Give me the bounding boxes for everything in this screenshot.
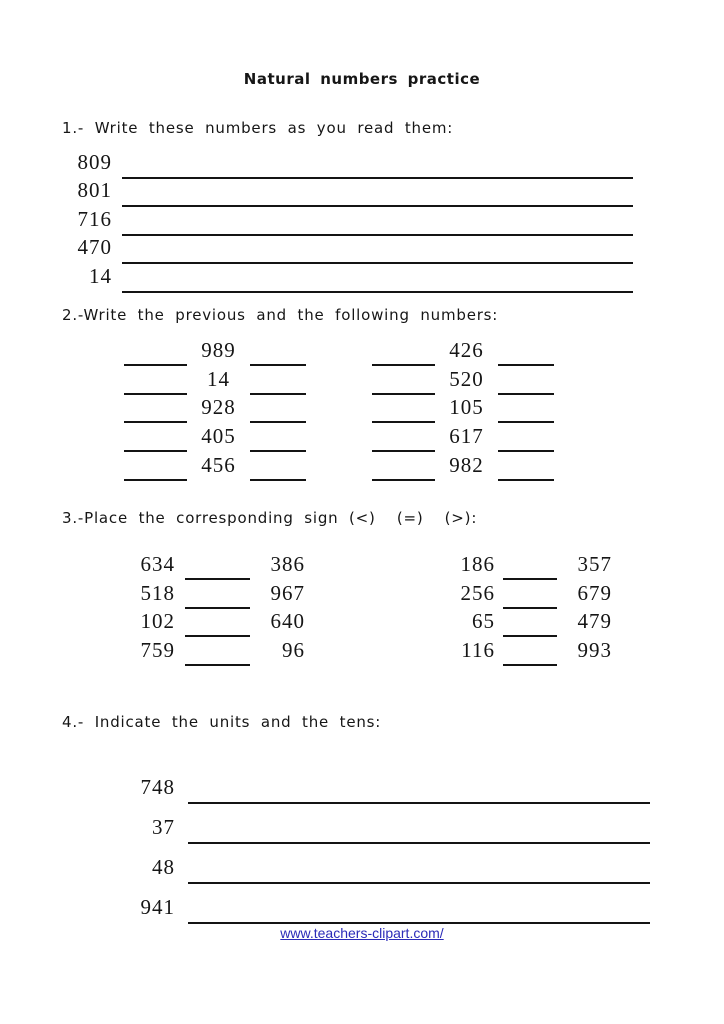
given-number: 37 <box>152 815 175 839</box>
section-4 <box>62 712 650 918</box>
following-answer-line <box>250 450 306 452</box>
given-number: 801 <box>77 178 112 202</box>
section-2 <box>62 305 554 476</box>
previous-answer-line <box>372 393 435 395</box>
number-row <box>100 758 650 798</box>
given-number: 426 <box>449 337 484 362</box>
right-number: 967 <box>270 580 305 605</box>
answer-line <box>122 291 633 293</box>
section-2-left-column <box>124 332 306 476</box>
following-answer-line <box>250 421 306 423</box>
given-number: 617 <box>449 424 484 449</box>
compare-row <box>62 632 305 661</box>
section-3-heading: 3.-Place the corresponding sign (<) (=) (>): <box>62 509 478 527</box>
following-answer-line <box>498 450 554 452</box>
right-number: 96 <box>282 638 305 663</box>
answer-line <box>188 882 650 884</box>
left-number: 186 <box>460 551 495 576</box>
given-number: 809 <box>77 149 112 174</box>
left-number: 518 <box>140 580 175 605</box>
sign-answer-line <box>185 578 250 580</box>
previous-answer-line <box>372 450 435 452</box>
prev-next-row <box>372 332 554 361</box>
number-row <box>62 144 633 173</box>
previous-answer-line <box>124 393 187 395</box>
section-4-rows <box>100 758 650 918</box>
column-gap <box>306 332 372 476</box>
sign-answer-line <box>185 635 250 637</box>
given-number: 716 <box>77 206 112 231</box>
section-4-heading: 4.- Indicate the units and the tens: <box>62 713 382 731</box>
left-number: 256 <box>460 580 495 605</box>
left-number: 634 <box>140 551 175 576</box>
previous-answer-line <box>124 364 187 366</box>
previous-answer-line <box>124 450 187 452</box>
page-footer <box>0 925 724 941</box>
following-answer-line <box>498 393 554 395</box>
section-1-heading: 1.- Write these numbers as you read them: <box>62 119 454 137</box>
section-2-heading: 2.-Write the previous and the following numbers: <box>62 306 499 324</box>
section-3 <box>62 508 612 661</box>
number-row <box>100 838 650 878</box>
column-gap <box>305 546 445 661</box>
previous-answer-line <box>124 421 187 423</box>
given-number: 748 <box>140 775 175 799</box>
following-answer-line <box>498 479 554 481</box>
prev-next-row <box>124 332 306 361</box>
sign-answer-line <box>503 607 557 609</box>
sign-answer-line <box>185 664 250 666</box>
right-number: 479 <box>577 609 612 634</box>
section-1 <box>62 118 633 287</box>
section-3-rows <box>62 546 612 661</box>
left-number: 116 <box>461 638 495 663</box>
section-3-left-column <box>62 546 305 661</box>
section-2-rows <box>124 332 554 476</box>
given-number: 989 <box>201 337 236 362</box>
sign-answer-line <box>503 664 557 666</box>
right-number: 357 <box>577 551 612 576</box>
given-number: 456 <box>201 452 236 477</box>
number-row <box>100 878 650 918</box>
page-title: Natural numbers practice <box>243 70 481 88</box>
left-number: 102 <box>140 609 175 634</box>
given-number: 520 <box>449 366 484 391</box>
section-2-right-column <box>372 332 554 476</box>
following-answer-line <box>498 364 554 366</box>
right-number: 679 <box>577 580 612 605</box>
right-number: 640 <box>270 609 305 634</box>
compare-row <box>62 575 305 604</box>
previous-answer-line <box>372 421 435 423</box>
footer-link[interactable]: www.teachers-clipart.com/ <box>280 925 444 941</box>
number-row <box>100 798 650 838</box>
right-number: 993 <box>577 638 612 663</box>
answer-line <box>122 234 633 236</box>
compare-row <box>62 604 305 633</box>
answer-line <box>188 802 650 804</box>
following-answer-line <box>498 421 554 423</box>
previous-answer-line <box>124 479 187 481</box>
given-number: 14 <box>89 263 112 288</box>
given-number: 405 <box>201 424 236 449</box>
sign-answer-line <box>503 635 557 637</box>
previous-answer-line <box>372 364 435 366</box>
left-number: 65 <box>472 609 495 634</box>
given-number: 928 <box>201 395 236 420</box>
right-number: 386 <box>270 551 305 576</box>
given-number: 941 <box>140 895 175 919</box>
given-number: 982 <box>449 452 484 477</box>
answer-line <box>188 842 650 844</box>
compare-row <box>445 546 612 575</box>
compare-row <box>62 546 305 575</box>
answer-line <box>122 205 633 207</box>
given-number: 470 <box>77 235 112 259</box>
sign-answer-line <box>503 578 557 580</box>
following-answer-line <box>250 479 306 481</box>
given-number: 48 <box>152 855 175 879</box>
answer-line <box>122 262 633 264</box>
sign-answer-line <box>185 607 250 609</box>
section-3-right-column <box>445 546 612 661</box>
following-answer-line <box>250 364 306 366</box>
given-number: 105 <box>449 395 484 420</box>
section-1-rows <box>62 144 633 287</box>
answer-line <box>122 177 633 179</box>
left-number: 759 <box>140 638 175 663</box>
given-number: 14 <box>207 366 230 391</box>
following-answer-line <box>250 393 306 395</box>
answer-line <box>188 922 650 924</box>
previous-answer-line <box>372 479 435 481</box>
